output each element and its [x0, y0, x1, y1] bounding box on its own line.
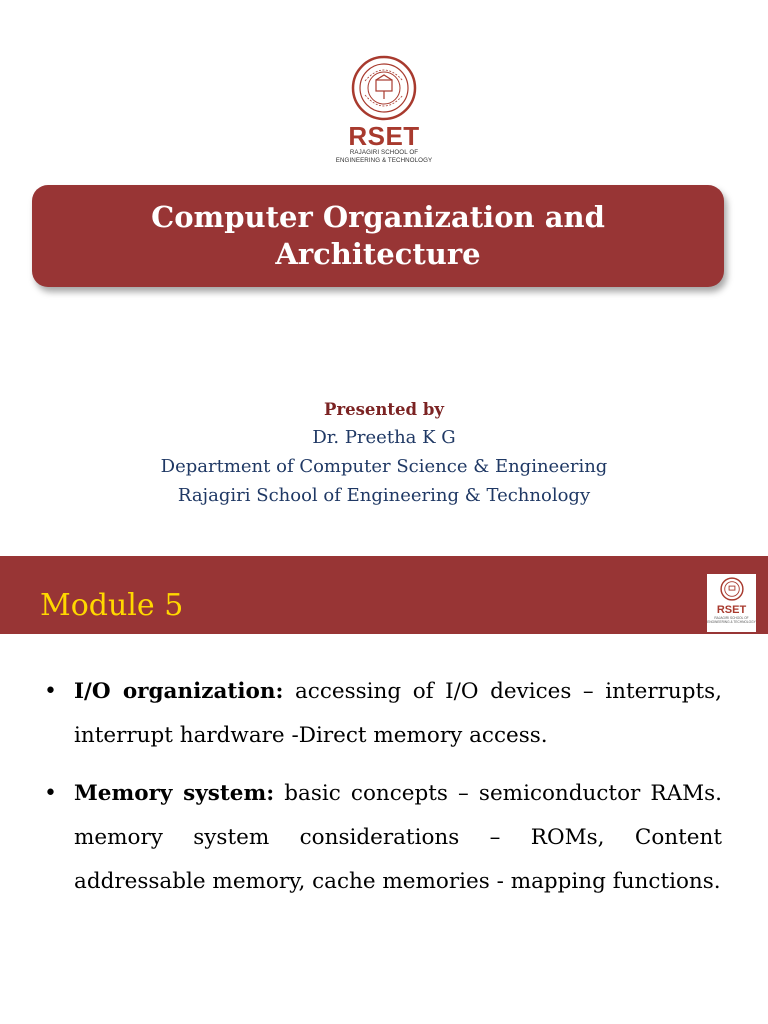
module-logo-sub2: ENGINEERING & TECHNOLOGY	[707, 620, 756, 624]
small-seal-icon	[720, 577, 744, 601]
bullet-description: basic concepts – semiconductor RAMs. memory system considerations – ROMs, Content addressable memory, cache memories - mapping functions.	[74, 781, 722, 894]
bullet-marker: •	[44, 781, 57, 806]
rajagiri-seal-icon	[351, 55, 417, 121]
presenter-department: Department of Computer Science & Engineering	[160, 456, 608, 477]
module-title: Module 5	[40, 588, 184, 623]
title-line-1: Computer Organization and	[151, 200, 605, 234]
logo-subtitle-line2: ENGINEERING & TECHNOLOGY	[335, 156, 433, 164]
bullet-item	[44, 670, 722, 758]
bullet-heading: Memory system:	[74, 781, 275, 806]
bullet-marker: •	[44, 679, 57, 704]
title-line-2: Architecture	[275, 237, 481, 271]
bullet-list	[44, 670, 722, 918]
module-logo-sub1: RAJAGIRI SCHOOL OF	[714, 616, 749, 620]
bullet-heading: I/O organization:	[74, 679, 284, 704]
logo-brand: RSET	[348, 121, 420, 151]
module-logo-brand: RSET	[716, 604, 747, 616]
rset-logo	[300, 55, 468, 164]
title-banner	[32, 185, 724, 287]
bullet-item	[44, 772, 722, 904]
bullet-body	[74, 670, 722, 758]
presenter-info	[0, 397, 768, 510]
logo-subtitle-line1: RAJAGIRI SCHOOL OF	[349, 149, 419, 156]
presenter-name: Dr. Preetha K G	[312, 427, 456, 448]
module-rset-logo	[707, 574, 756, 632]
presented-by-label: Presented by	[324, 400, 444, 419]
presenter-institution: Rajagiri School of Engineering & Technology	[177, 485, 591, 506]
page-title	[98, 199, 658, 273]
bullet-description: accessing of I/O devices – interrupts, interrupt hardware -Direct memory access.	[74, 679, 722, 748]
bullet-body	[74, 772, 722, 904]
